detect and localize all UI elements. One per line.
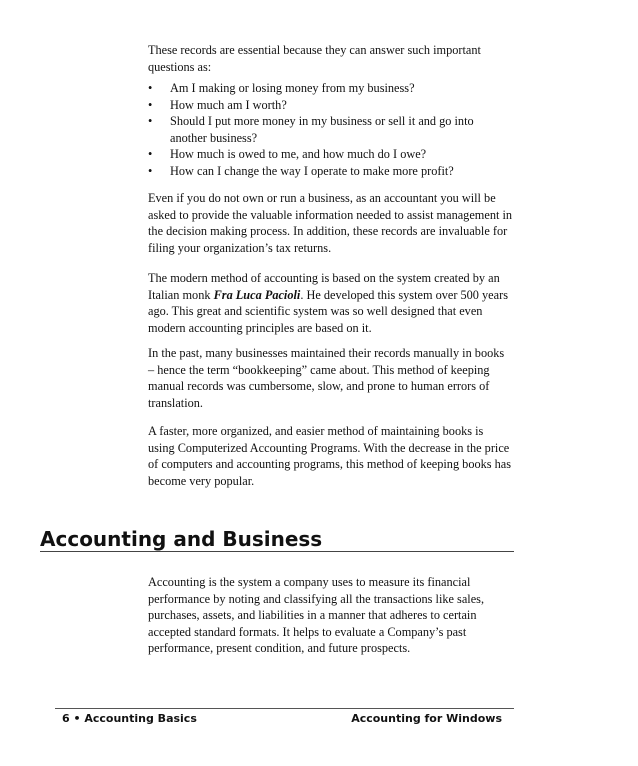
modern-method-paragraph [148, 270, 513, 336]
heading-divider [40, 551, 514, 552]
list-item [148, 113, 513, 146]
section-heading: Accounting and Business [40, 527, 323, 551]
list-item-text: Am I making or losing money from my business? [170, 81, 415, 95]
intro-paragraph: These records are essential because they can answer such important questions as: [148, 43, 481, 74]
list-item [148, 163, 513, 180]
bullet-icon: • [148, 163, 153, 178]
owner-accountant-paragraph: Even if you do not own or run a business, as an accountant you will be asked to provide the valuable information needed to assist management in the decision making process. In addition, these records are invaluable for filing your organization’s tax returns. [148, 191, 513, 255]
list-item-text: How much is owed to me, and how much do I owe? [170, 147, 427, 161]
footer-divider [55, 708, 514, 709]
list-item-text: Should I put more money in my business or sell it and go into another business? [170, 114, 474, 145]
accounting-business-paragraph: Accounting is the system a company uses to measure its financial performance by noting and classifying all the transactions like sales, purchases, assets, and liabilities in a manner that adheres to certain accepted standard formats. It helps to evaluate a Company’s past performance, present condition, and future prospects. [148, 575, 485, 655]
bullet-icon: • [148, 81, 153, 95]
pacioli-name: Fra Luca Pacioli [213, 287, 301, 302]
bullet-icon: • [148, 97, 153, 112]
list-item-text: How much am I worth? [170, 97, 287, 112]
modern-method-text-start: The modern method of accounting is based on the system created by an Italian monk [148, 271, 500, 302]
list-item-text: How can I change the way I operate to make more profit? [170, 163, 454, 178]
computerized-paragraph: A faster, more organized, and easier method of maintaining books is using Computerized Accounting Programs. With the decrease in the price of computers and accounting programs, this method of keeping books has become very popular. [148, 424, 512, 488]
footer-page-label: 6 • Accounting Basics [62, 712, 197, 725]
modern-method-text-end: . He developed this system over 500 years ago. This great and scientific system was so well designed that even modern accounting principles are based on it. [148, 287, 508, 335]
questions-list [148, 80, 513, 179]
list-item [148, 97, 513, 114]
bullet-icon: • [148, 114, 153, 128]
manual-records-paragraph: In the past, many businesses maintained their records manually in books – hence the term “bookkeeping” came about. This method of keeping manual records was cumbersome, slow, and prone to human errors of translation. [148, 346, 505, 410]
list-item [148, 80, 513, 97]
list-item [148, 146, 513, 163]
footer-book-title: Accounting for Windows [351, 712, 502, 725]
bullet-icon: • [148, 147, 153, 161]
